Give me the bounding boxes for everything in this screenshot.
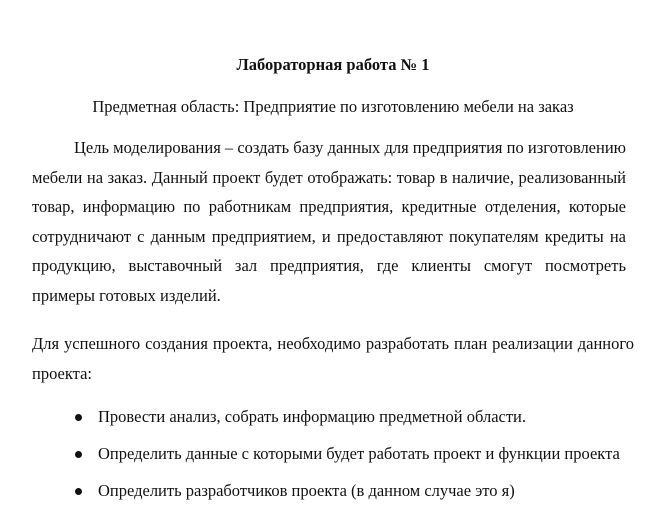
subject-area-line: Предметная область: Предприятие по изготовлению мебели на заказ [92,97,574,116]
bullet-icon [75,451,82,458]
bullet-icon [75,488,82,495]
list-item-text: Определить данные с которыми будет работать проект и функции проекта [98,444,620,463]
bullet-icon [75,414,82,421]
list-item-text: Провести анализ, собрать информацию предметной области. [98,407,527,426]
list-item [0,476,626,505]
plan-bullet-list [0,402,666,513]
goal-paragraph: Цель моделирования – создать базу данных для предприятия по изготовлению мебели на заказ. Данный проект будет отображать: товар в наличие, реализованный товар, информацию по работникам предприятия, кредитные отделения, которые сотрудничают с данным предприятием, и предоставляют покупателям кредиты на продукцию, выставочный зал предприятия, где клиенты смогут посмотреть примеры готовых изделий. [32,138,626,305]
list-item [0,402,626,431]
document-title: Лабораторная работа № 1 [236,55,430,74]
list-item-text: Определить разработчиков проекта (в данном случае это я) [98,481,515,500]
plan-intro-paragraph: Для успешного создания проекта, необходимо разработать план реализации данного проекта: [32,334,634,383]
list-item [0,439,626,468]
